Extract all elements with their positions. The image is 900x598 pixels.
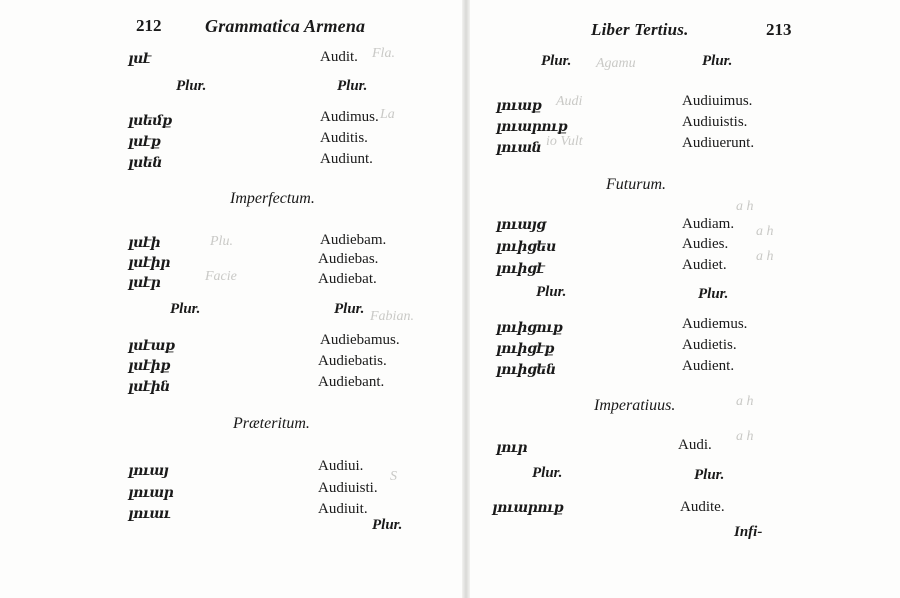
show-through-text: Fabian. — [370, 309, 414, 324]
latin-form: Audiuisti. — [318, 480, 378, 496]
armenian-form: լսեմք — [128, 114, 172, 129]
latin-form: Audiui. — [318, 458, 364, 474]
armenian-form: լուարուք — [492, 501, 564, 516]
armenian-form: լսէաք — [128, 339, 175, 354]
armenian-form: լուր — [496, 441, 527, 456]
armenian-form: լուիցէք — [496, 342, 555, 357]
number-label: Plur. — [334, 301, 365, 317]
armenian-form: լուան — [496, 141, 542, 156]
armenian-form: լուիցուք — [496, 321, 563, 336]
show-through-text: Facie — [205, 269, 237, 284]
latin-form: Audi. — [678, 437, 712, 453]
latin-form: Audiuistis. — [682, 114, 748, 130]
armenian-form: լուիցէ — [496, 262, 545, 277]
armenian-form: լսէին — [128, 380, 170, 395]
armenian-form: լուարուք — [496, 120, 568, 135]
armenian-form: լուայ — [128, 464, 169, 479]
armenian-form: լսէիք — [128, 359, 170, 374]
number-label: Plur. — [541, 53, 572, 69]
section-heading: Imperatiuus. — [594, 397, 676, 414]
number-label: Plur. — [170, 301, 201, 317]
section-heading: Futurum. — [606, 176, 666, 193]
latin-form: Audiuerunt. — [682, 135, 755, 151]
show-through-text: a h — [736, 429, 754, 444]
armenian-form: լուիցես — [496, 240, 556, 255]
show-through-text: Audi — [556, 94, 583, 109]
show-through-text: Fla. — [372, 46, 395, 61]
latin-form: Audit. — [320, 49, 358, 65]
latin-form: Audiam. — [682, 216, 735, 232]
armenian-form: լսէր — [128, 276, 161, 291]
latin-form: Audiuit. — [318, 501, 368, 517]
latin-form: Audietis. — [682, 337, 737, 353]
number-label: Plur. — [176, 78, 207, 94]
latin-form: Audiet. — [682, 257, 727, 273]
armenian-form: լուար — [128, 486, 174, 501]
running-head: Liber Tertius. — [591, 20, 689, 39]
show-through-text: Agamu — [596, 56, 636, 71]
number-label: Plur. — [536, 284, 567, 300]
section-heading: Imperfectum. — [230, 190, 315, 207]
latin-form: Audient. — [682, 358, 735, 374]
number-label: Plur. — [372, 517, 403, 533]
latin-form: Audimus. — [320, 109, 379, 125]
armenian-form: լուաք — [496, 99, 542, 114]
latin-form: Audiebam. — [320, 232, 387, 248]
latin-form: Audiebant. — [318, 374, 385, 390]
section-heading: Præteritum. — [233, 415, 310, 432]
latin-form: Audiuimus. — [682, 93, 753, 109]
show-through-text: io Vult — [546, 134, 583, 149]
show-through-text: S — [390, 469, 397, 484]
armenian-form: լուայց — [496, 218, 546, 233]
latin-form: Audiemus. — [682, 316, 748, 332]
latin-form: Audiunt. — [320, 151, 373, 167]
armenian-form: լսէք — [128, 135, 161, 150]
number-label: Plur. — [702, 53, 733, 69]
latin-form: Audite. — [680, 499, 725, 515]
catchword: Infi- — [734, 524, 763, 540]
right-page — [466, 0, 900, 598]
armenian-form: լսէիր — [128, 256, 170, 271]
show-through-text: a h — [736, 394, 754, 409]
page-number: 213 — [766, 20, 792, 39]
show-through-text: a h — [736, 199, 754, 214]
latin-form: Audiebamus. — [320, 332, 400, 348]
armenian-form: լուաւ — [128, 507, 170, 522]
armenian-form: լսեն — [128, 156, 162, 171]
armenian-form: լուիցեն — [496, 363, 556, 378]
armenian-form: լսէ — [128, 52, 151, 67]
number-label: Plur. — [337, 78, 368, 94]
number-label: Plur. — [694, 467, 725, 483]
show-through-text: a h — [756, 249, 774, 264]
armenian-form: լսէի — [128, 236, 161, 251]
latin-form: Audiebat. — [318, 271, 377, 287]
show-through-text: a h — [756, 224, 774, 239]
latin-form: Auditis. — [320, 130, 368, 146]
latin-form: Audiebatis. — [318, 353, 387, 369]
show-through-text: Plu. — [210, 234, 233, 249]
latin-form: Audiebas. — [318, 251, 379, 267]
page-number: 212 — [136, 16, 162, 35]
number-label: Plur. — [532, 465, 563, 481]
latin-form: Audies. — [682, 236, 729, 252]
show-through-text: La — [380, 107, 395, 122]
number-label: Plur. — [698, 286, 729, 302]
running-head: Grammatica Armena — [205, 16, 366, 36]
